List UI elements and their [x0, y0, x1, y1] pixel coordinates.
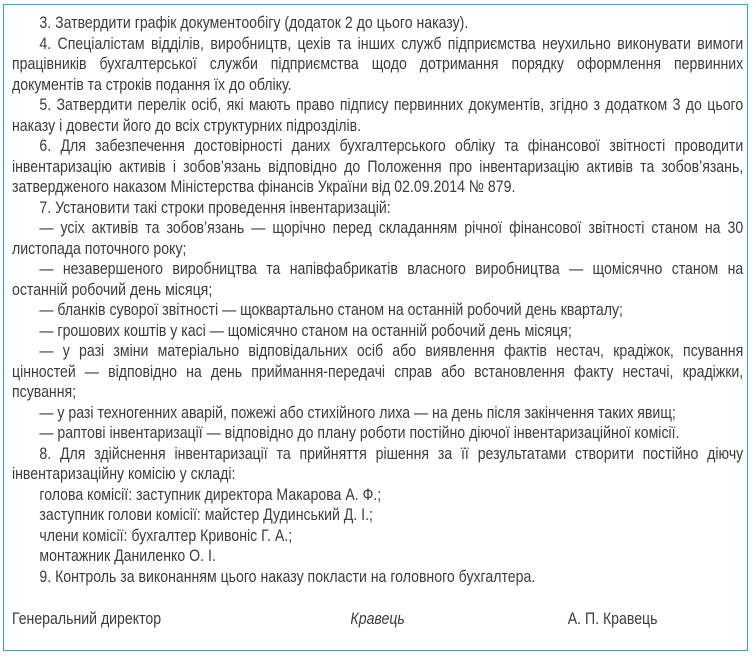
order-paragraph-9: 9. Контроль за виконанням цього наказу покласти на головного бухгалтера. — [39, 566, 536, 586]
commission-member-3: члени комісії: бухгалтер Кривоніс Г. А.; — [39, 525, 293, 545]
order-paragraph-7: 7. Установити такі строки проведення інвентаризацій: — [39, 197, 391, 217]
commission-member-1: голова комісії: заступник директора Макарова А. Ф.; — [39, 484, 382, 504]
order-paragraph-5: 5. Затвердити перелік осіб, які мають право підпису первинних документів, згідно з додатком 3 до цього наказу і довести його до всіх структурних підрозділів. — [12, 95, 744, 135]
document-page-frame — [3, 4, 748, 651]
inventory-term-item-6: — у разі техногенних аварій, пожежі або стихійного лиха — на день після закінчення таких явищ; — [39, 402, 676, 422]
order-paragraph-3: 3. Затвердити графік документообігу (додаток 2 до цього наказу). — [39, 13, 469, 32]
inventory-term-item-3: — бланків суворої звітності — щоквартально станом на останній робочий день кварталу; — [39, 300, 623, 319]
signer-role-label: Генеральний директор — [12, 609, 162, 628]
commission-member-4: монтажник Даниленко О. І. — [39, 546, 216, 565]
order-paragraph-6: 6. Для забезпечення достовірності даних бухгалтерського обліку та фінансової звітності проводити інвентаризацію активів і зобов’язань відповідно до Положення про інвентаризацію активів та зобов’язань, затвердженого наказом Міністерства фінансів України від 02.09.2014 № 879. — [12, 136, 744, 196]
inventory-term-item-5: — у разі зміни матеріально відповідальних осіб або виявлення фактів нестач, крадіжок, псування цінностей — відповідно на день приймання-передачі справ або встановлення факту нестачі, крадіжки, псування; — [12, 341, 744, 401]
order-text-body — [12, 13, 743, 631]
inventory-term-item-1: — усіх активів та зобов’язань — щорічно перед складанням річної фінансової звітності станом на 30 листопада поточного року; — [12, 218, 744, 258]
order-paragraph-4: 4. Спеціалістам відділів, виробництв, цехів та інших служб підприємства неухильно виконувати вимоги працівників бухгалтерської служби підприємства щодо дотримання порядку оформлення первинних документів та строків подання їх до обліку. — [12, 33, 744, 94]
inventory-term-item-7: — раптові інвентаризації — відповідно до плану роботи постійно діючої інвентаризаційної комісії. — [39, 423, 680, 442]
signature-facsimile: Кравець — [350, 609, 405, 628]
inventory-term-item-2: — незавершеного виробництва та напівфабрикатів власного виробництва — щомісячно станом на останній робочий день місяця; — [12, 259, 744, 299]
signature-block — [12, 609, 743, 631]
signer-full-name: А. П. Кравець — [567, 609, 658, 628]
commission-member-2: заступник голови комісії: майстер Дудинський Д. І.; — [39, 505, 373, 524]
order-paragraph-8: 8. Для здійснення інвентаризації та прийняття рішення за її результатами створити постійно діючу інвентаризаційну комісію у складі: — [12, 443, 744, 483]
inventory-term-item-4: — грошових коштів у касі — щомісячно станом на останній робочий день місяця; — [39, 320, 572, 340]
